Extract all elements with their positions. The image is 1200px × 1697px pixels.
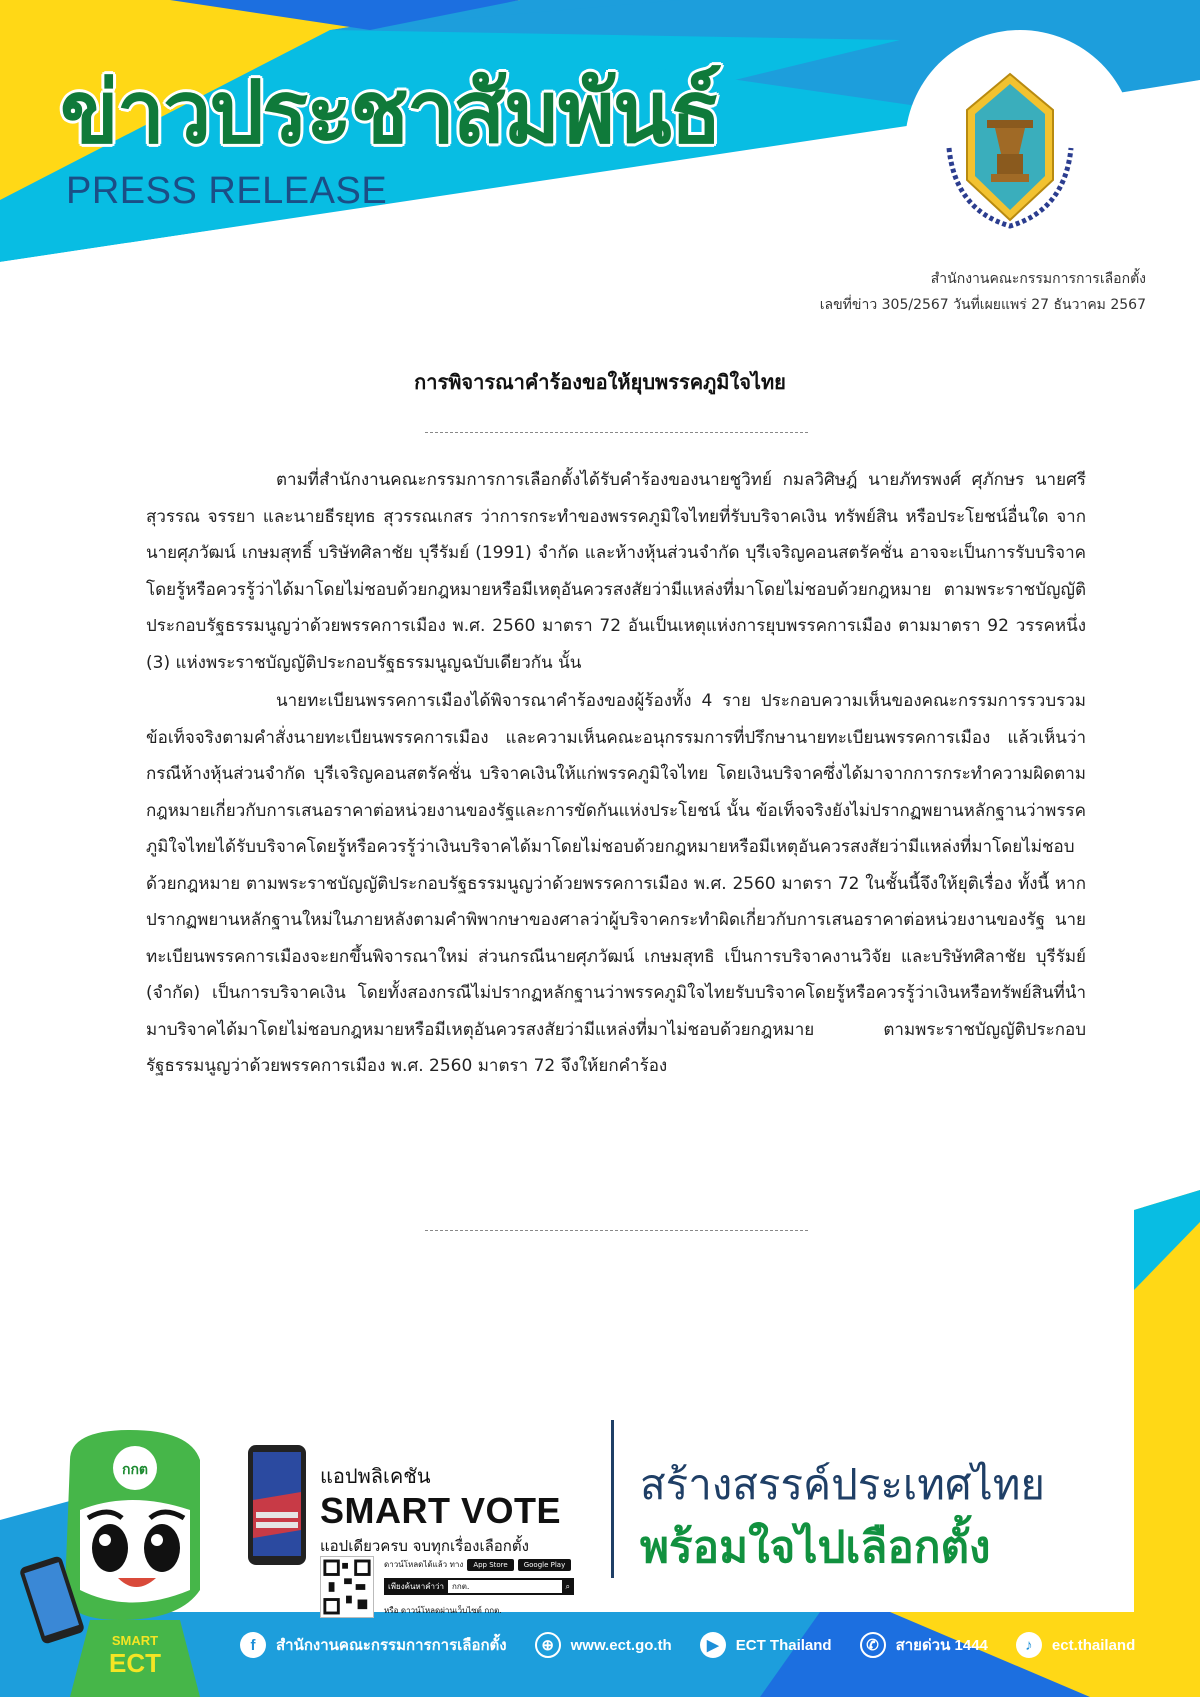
search-icon: ⌕ bbox=[565, 1581, 570, 1591]
agency-name: สำนักงานคณะกรรมการการเลือกตั้ง bbox=[930, 271, 1146, 287]
release-number-date: เลขที่ข่าว 305/2567 วันที่เผยแพร่ 27 ธันวาคม 2567 bbox=[819, 297, 1146, 313]
contact-bar bbox=[240, 1627, 1153, 1663]
divider-top bbox=[425, 432, 808, 433]
web-download-label: หรือ ดาวน์โหลดผ่านเว็บไซต์ กกต. bbox=[384, 1606, 502, 1615]
app-tagline: แอปเดียวครบ จบทุกเรื่องเลือกตั้ง bbox=[320, 1537, 529, 1555]
download-label: ดาวน์โหลดได้แล้ว ทาง bbox=[384, 1560, 464, 1569]
mascot-shirt-line2: ECT bbox=[109, 1648, 161, 1678]
press-release-title-english: PRESS RELEASE bbox=[66, 170, 388, 212]
footer-banner bbox=[0, 1380, 1200, 1697]
divider-bottom bbox=[425, 1230, 808, 1231]
mascot-shirt-line1: SMART bbox=[111, 1633, 159, 1648]
download-row bbox=[384, 1558, 571, 1571]
web-download-row bbox=[384, 1604, 502, 1617]
ect-emblem-icon bbox=[935, 70, 1085, 230]
google-play-button[interactable]: Google Play bbox=[518, 1559, 572, 1571]
contact-hotline[interactable]: สายด่วน 1444 bbox=[895, 1637, 988, 1654]
contact-tiktok[interactable]: ect.thailand bbox=[1051, 1636, 1136, 1654]
right-edge-decoration bbox=[1134, 1190, 1200, 1410]
contact-website[interactable]: www.ect.go.th bbox=[570, 1636, 672, 1654]
app-pre-label: แอปพลิเคชัน bbox=[320, 1464, 431, 1488]
footer-vertical-divider bbox=[611, 1420, 614, 1578]
qr-code-icon[interactable] bbox=[320, 1556, 374, 1618]
facebook-icon[interactable]: f bbox=[240, 1632, 266, 1658]
paragraph-1: ตามที่สำนักงานคณะกรรมการการเลือกตั้งได้รับคำร้องของนายชูวิทย์ กมลวิศิษฎ์ นายภัทรพงศ์ ศุภักษร นายศรีสุวรรณ จรรยา และนายธีรยุทธ สุวรรณเกสร ว่าการกระทำของพรรคภูมิใจไทยที่รับบริจาคเงิน ทรัพย์สิน หรือประโยชน์อื่นใด จากนายศุภวัฒน์ เกษมสุทธิ์ บริษัทศิลาชัย บุรีรัมย์ (1991) จำกัด และห้างหุ้นส่วนจำกัด บุรีเจริญคอนสตรัคชั่น อาจจะเป็นการรับบริจาคโดยรู้หรือควรรู้ว่าได้มาโดยไม่ชอบด้วยกฎหมายหรือมีเหตุอันควรสงสัยว่ามีแหล่งที่มาโดยไม่ชอบด้วยกฎหมาย ตามพระราชบัญญัติประกอบรัฐธรรมนูญว่าด้วยพรรคการเมือง พ.ศ. 2560 มาตรา 72 อันเป็นเหตุแห่งการยุบพรรคการเมือง ตามมาตรา 92 วรรคหนึ่ง (3) แห่งพระราชบัญญัติประกอบรัฐธรรมนูญฉบับเดียวกัน นั้น bbox=[146, 470, 1086, 673]
slogan-line-1: สร้างสรรค์ประเทศไทย bbox=[640, 1460, 1046, 1509]
tiktok-icon[interactable]: ♪ bbox=[1016, 1632, 1042, 1658]
document-title: การพิจารณาคำร้องขอให้ยุบพรรคภูมิใจไทย bbox=[414, 370, 786, 394]
contact-youtube[interactable]: ECT Thailand bbox=[735, 1636, 832, 1654]
search-label: เพียงค้นหาคำว่า bbox=[388, 1582, 445, 1591]
search-term: กกต. bbox=[448, 1580, 562, 1593]
release-meta bbox=[820, 266, 1146, 318]
phone-icon[interactable]: ✆ bbox=[860, 1632, 886, 1658]
globe-icon[interactable]: ⊕ bbox=[535, 1632, 561, 1658]
app-store-button[interactable]: App Store bbox=[467, 1559, 513, 1571]
store-search-strip bbox=[384, 1578, 574, 1595]
press-release-title-thai: ข่าวประชาสัมพันธ์ bbox=[60, 63, 721, 163]
search-row bbox=[384, 1578, 574, 1595]
mascot-badge-text: กกต bbox=[121, 1462, 149, 1478]
app-name: SMART VOTE bbox=[320, 1490, 562, 1531]
paragraph-2: นายทะเบียนพรรคการเมืองได้พิจารณาคำร้องของผู้ร้องทั้ง 4 ราย ประกอบความเห็นของคณะกรรมการรวบรวมข้อเท็จจริงตามคำสั่งนายทะเบียนพรรคการเมือง และความเห็นคณะอนุกรรมการที่ปรึกษานายทะเบียนพรรคการเมือง แล้วเห็นว่า กรณีห้างหุ้นส่วนจำกัด บุรีเจริญคอนสตรัคชั่น บริจาคเงินให้แก่พรรคภูมิใจไทย โดยเงินบริจาคซึ่งได้มาจากการกระทำความผิดตามกฎหมายเกี่ยวกับการเสนอราคาต่อหน่วยงานของรัฐและการขัดกันแห่งประโยชน์ นั้น ข้อเท็จจริงยังไม่ปรากฏพยานหลักฐานว่าพรรคภูมิใจไทยได้รับบริจาคโดยรู้หรือควรรู้ว่าเงินบริจาคได้มาโดยไม่ชอบด้วยกฎหมายหรือมีเหตุอันควรสงสัยว่ามีแหล่งที่มาโดยไม่ชอบด้วยกฎหมาย ตามพระราชบัญญัติประกอบรัฐธรรมนูญว่าด้วยพรรคการเมือง พ.ศ. 2560 มาตรา 72 ในชั้นนี้จึงให้ยุติเรื่อง ทั้งนี้ หากปรากฏพยานหลักฐานใหม่ในภายหลังตามคำพิพากษาของศาลว่าผู้บริจาคกระทำผิดเกี่ยวกับการเสนอราคาต่อหน่วยงานของรัฐ นายทะเบียนพรรคการเมืองจะยกขึ้นพิจารณาใหม่ ส่วนกรณีนายศุภวัฒน์ เกษมสุทธิ เป็นการบริจาคงานวิจัย และบริษัทศิลาชัย บุรีรัมย์ (จำกัด) เป็นการบริจาคเงิน โดยทั้งสองกรณีไม่ปรากฏหลักฐานว่าพรรคภูมิใจไทยรับบริจาคโดยรู้หรือควรรู้ว่าเงินหรือทรัพย์สินที่นำมาบริจาคได้มาโดยไม่ชอบกฎหมายหรือมีเหตุอันควรสงสัยว่ามีแหล่งที่มาไม่ชอบด้วยกฎหมาย ตามพระราชบัญญัติประกอบรัฐธรรมนูญว่าด้วยพรรคการเมือง พ.ศ. 2560 มาตรา 72 จึงให้ยกคำร้อง bbox=[146, 691, 1086, 1076]
contact-facebook[interactable]: สำนักงานคณะกรรมการการเลือกตั้ง bbox=[276, 1637, 507, 1654]
smart-vote-promo bbox=[320, 1460, 600, 1558]
youtube-play-icon[interactable]: ▶ bbox=[700, 1632, 726, 1658]
slogan-line-2: พร้อมใจไปเลือกตั้ง bbox=[640, 1522, 991, 1573]
document-body bbox=[146, 462, 1086, 1087]
